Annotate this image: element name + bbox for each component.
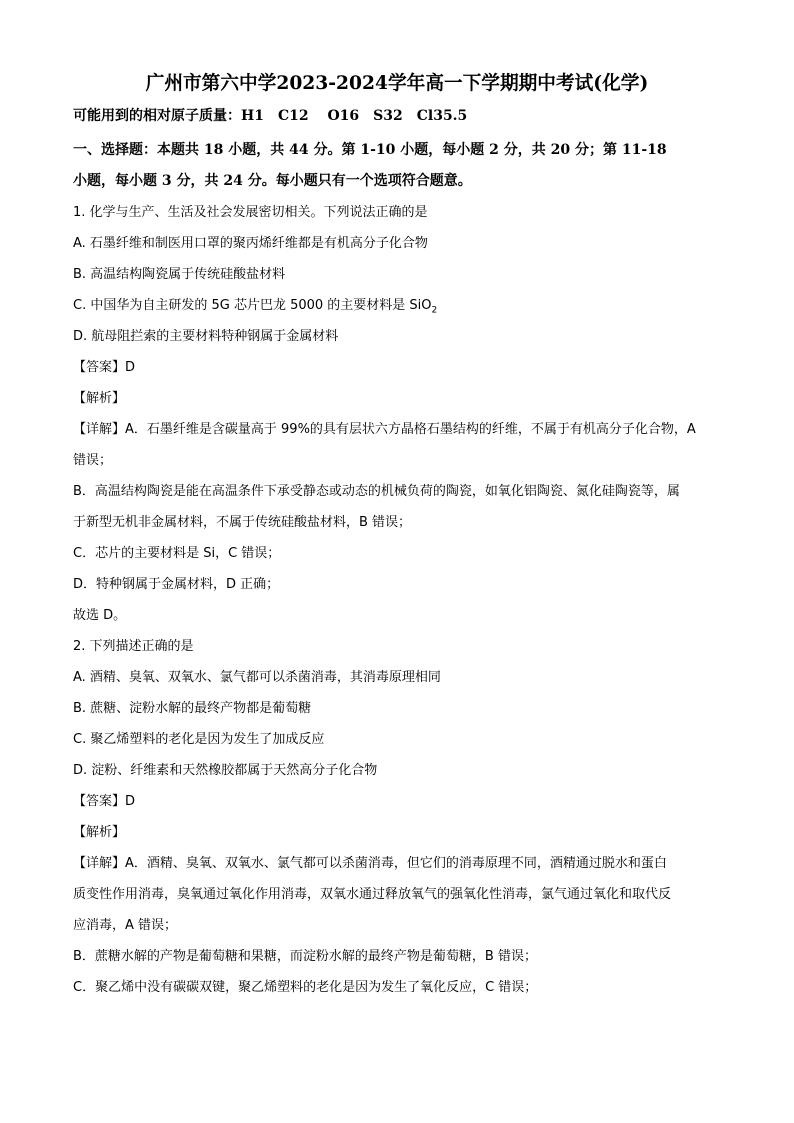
q2-answer: 【答案】D xyxy=(73,794,136,809)
q1-option-a: A. 石墨纤维和制医用口罩的聚丙烯纤维都是有机高分子化合物 xyxy=(73,236,428,251)
q1-conclusion: 故选 D。 xyxy=(73,608,127,623)
q2-option-c: C. 聚乙烯塑料的老化是因为发生了加成反应 xyxy=(73,732,325,747)
section-heading-line-1: 一、选择题：本题共 18 小题，共 44 分。第 1-10 小题，每小题 2 分，共 20 分；第 11-18 xyxy=(73,142,667,158)
q1-detail-line-3: B．高温结构陶瓷是能在高温条件下承受静态或动态的机械负荷的陶瓷，如氧化铝陶瓷、氮化硅陶瓷等，属 xyxy=(73,484,680,499)
q1-option-d: D. 航母阻拦索的主要材料特种钢属于金属材料 xyxy=(73,329,339,344)
q1-option-c-text: C. 中国华为自主研发的 5G 芯片巴龙 5000 的主要材料是 SiO xyxy=(73,298,432,313)
q2-detail-line-5: C．聚乙烯中没有碳碳双键，聚乙烯塑料的老化是因为发生了氧化反应，C 错误； xyxy=(73,980,538,995)
q1-analysis-label: 【解析】 xyxy=(73,391,126,406)
atomic-mass-note: 可能用到的相对原子质量：H1 C12 O16 S32 Cl35.5 xyxy=(73,108,468,124)
q2-detail-line-1: 【详解】A．酒精、臭氧、双氧水、氯气都可以杀菌消毒，但它们的消毒原理不同，酒精通过脱水和蛋白 xyxy=(73,856,667,871)
q2-option-a: A. 酒精、臭氧、双氧水、氯气都可以杀菌消毒，其消毒原理相同 xyxy=(73,670,441,685)
q2-analysis-label: 【解析】 xyxy=(73,825,126,840)
q2-detail-line-3: 应消毒，A 错误； xyxy=(73,918,178,933)
q1-option-b: B. 高温结构陶瓷属于传统硅酸盐材料 xyxy=(73,267,286,282)
q1-answer: 【答案】D xyxy=(73,360,136,375)
q2-detail-line-2: 质变性作用消毒，臭氧通过氧化作用消毒，双氧水通过释放氧气的强氧化性消毒，氯气通过氧化和取代反 xyxy=(73,887,672,902)
q1-detail-line-4: 于新型无机非金属材料，不属于传统硅酸盐材料，B 错误； xyxy=(73,515,412,530)
q1-detail-line-1: 【详解】A．石墨纤维是含碳量高于 99%的具有层状六方晶格石墨结构的纤维，不属于有机高分子化合物，A xyxy=(73,422,696,437)
q2-detail-line-4: B．蔗糖水解的产物是葡萄糖和果糖，而淀粉水解的最终产物是葡萄糖，B 错误； xyxy=(73,949,537,964)
q1-option-c-subscript: 2 xyxy=(431,305,438,316)
q2-option-d: D. 淀粉、纤维素和天然橡胶都属于天然高分子化合物 xyxy=(73,763,378,778)
page-title: 广州市第六中学2023-2024学年高一下学期期中考试(化学) xyxy=(145,72,649,94)
q2-option-b: B. 蔗糖、淀粉水解的最终产物都是葡萄糖 xyxy=(73,701,312,716)
q1-option-c xyxy=(73,296,437,316)
q1-detail-line-2: 错误； xyxy=(73,453,113,468)
q1-detail-line-5: C．芯片的主要材料是 Si，C 错误； xyxy=(73,546,281,561)
q1-detail-line-6: D．特种钢属于金属材料，D 正确； xyxy=(73,577,280,592)
q1-stem: 1. 化学与生产、生活及社会发展密切相关。下列说法正确的是 xyxy=(73,205,428,220)
section-heading-line-2: 小题，每小题 3 分，共 24 分。每小题只有一个选项符合题意。 xyxy=(73,173,472,189)
q2-stem: 2. 下列描述正确的是 xyxy=(73,639,194,654)
